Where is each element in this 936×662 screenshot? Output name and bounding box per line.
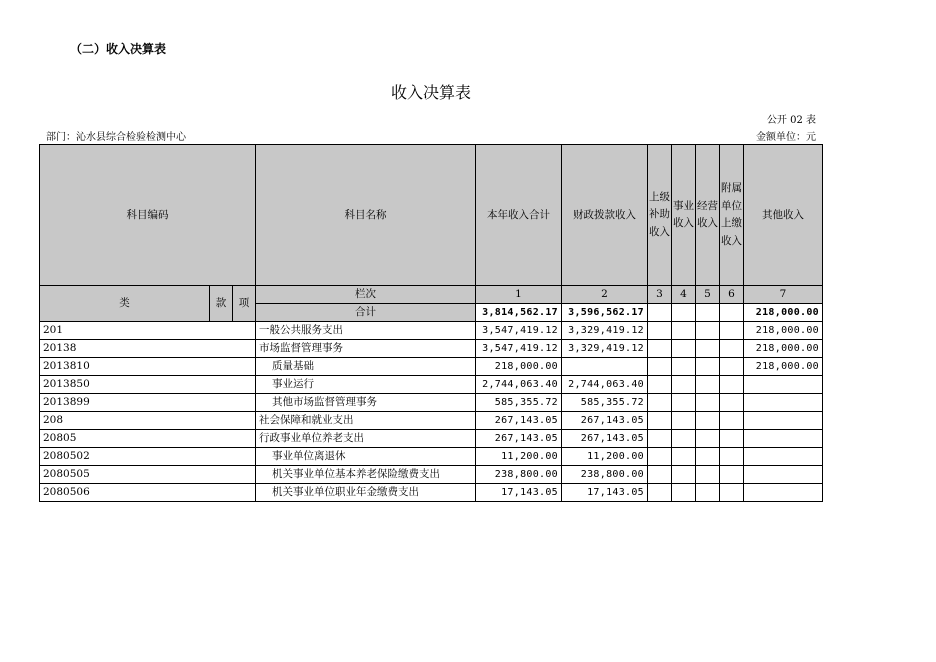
- row-other: 218,000.00: [744, 340, 823, 358]
- row-code: 2013850: [40, 376, 256, 394]
- row-business: [672, 430, 696, 448]
- row-operating: [696, 466, 720, 484]
- table-row: [40, 448, 823, 466]
- row-operating: [696, 448, 720, 466]
- row-operating: [696, 394, 720, 412]
- row-code: 2080502: [40, 448, 256, 466]
- row-affiliated: [720, 376, 744, 394]
- row-superior: [648, 466, 672, 484]
- row-operating: [696, 484, 720, 502]
- row-fiscal: 238,800.00: [562, 466, 648, 484]
- row-business: [672, 340, 696, 358]
- row-total: 17,143.05: [476, 484, 562, 502]
- row-other: [744, 376, 823, 394]
- row-code: 208: [40, 412, 256, 430]
- row-superior: [648, 394, 672, 412]
- row-fiscal: 17,143.05: [562, 484, 648, 502]
- table-row: [40, 412, 823, 430]
- sum-operating: [696, 304, 720, 322]
- row-business: [672, 358, 696, 376]
- sum-other: 218,000.00: [744, 304, 823, 322]
- row-other: 218,000.00: [744, 322, 823, 340]
- row-fiscal: 267,143.05: [562, 412, 648, 430]
- row-superior: [648, 358, 672, 376]
- table-row: [40, 358, 823, 376]
- amount-unit-label: 金额单位：元: [756, 132, 816, 143]
- row-business: [672, 376, 696, 394]
- row-affiliated: [720, 484, 744, 502]
- row-superior: [648, 376, 672, 394]
- row-name: 其他市场监督管理事务: [256, 394, 476, 412]
- department-label: 部门：沁水县综合检验检测中心: [46, 132, 186, 143]
- sum-fiscal: 3,596,562.17: [562, 304, 648, 322]
- row-affiliated: [720, 412, 744, 430]
- row-superior: [648, 448, 672, 466]
- document-title: 收入决算表: [390, 83, 471, 102]
- row-code: 2013899: [40, 394, 256, 412]
- row-affiliated: [720, 322, 744, 340]
- sum-superior: [648, 304, 672, 322]
- row-affiliated: [720, 340, 744, 358]
- row-business: [672, 322, 696, 340]
- header-operating: 经营收入: [696, 145, 720, 286]
- row-superior: [648, 340, 672, 358]
- col-num-6: 6: [720, 286, 744, 304]
- row-total: 11,200.00: [476, 448, 562, 466]
- sum-label: 合计: [256, 304, 476, 322]
- col-num-1: 1: [476, 286, 562, 304]
- row-business: [672, 412, 696, 430]
- row-business: [672, 484, 696, 502]
- sum-business: [672, 304, 696, 322]
- row-fiscal: 267,143.05: [562, 430, 648, 448]
- col-num-3: 3: [648, 286, 672, 304]
- row-name: 行政事业单位养老支出: [256, 430, 476, 448]
- row-total: 2,744,063.40: [476, 376, 562, 394]
- row-other: [744, 466, 823, 484]
- table-row: [40, 430, 823, 448]
- row-name: 事业单位离退休: [256, 448, 476, 466]
- row-code: 20805: [40, 430, 256, 448]
- row-affiliated: [720, 394, 744, 412]
- row-total: 585,355.72: [476, 394, 562, 412]
- row-name: 市场监督管理事务: [256, 340, 476, 358]
- header-other: 其他收入: [744, 145, 823, 286]
- table-row: [40, 466, 823, 484]
- row-code: 20138: [40, 340, 256, 358]
- row-other: [744, 394, 823, 412]
- row-total: 3,547,419.12: [476, 322, 562, 340]
- header-affiliated: 附属单位上缴收入: [720, 145, 744, 286]
- sum-affiliated: [720, 304, 744, 322]
- row-business: [672, 448, 696, 466]
- col-num-4: 4: [672, 286, 696, 304]
- header-fiscal: 财政拨款收入: [562, 145, 648, 286]
- row-other: [744, 484, 823, 502]
- header-code: 科目编码: [40, 145, 256, 286]
- row-business: [672, 394, 696, 412]
- row-code: 2080505: [40, 466, 256, 484]
- row-superior: [648, 430, 672, 448]
- row-total: 218,000.00: [476, 358, 562, 376]
- row-operating: [696, 376, 720, 394]
- row-affiliated: [720, 466, 744, 484]
- row-operating: [696, 412, 720, 430]
- table-row: [40, 376, 823, 394]
- header-total: 本年收入合计: [476, 145, 562, 286]
- row-superior: [648, 322, 672, 340]
- row-name: 一般公共服务支出: [256, 322, 476, 340]
- row-fiscal: 585,355.72: [562, 394, 648, 412]
- row-name: 事业运行: [256, 376, 476, 394]
- header-lei: 类: [40, 286, 210, 322]
- header-name: 科目名称: [256, 145, 476, 286]
- section-title: （二）收入决算表: [70, 42, 167, 56]
- col-num-7: 7: [744, 286, 823, 304]
- table-row: [40, 322, 823, 340]
- row-total: 238,800.00: [476, 466, 562, 484]
- row-operating: [696, 358, 720, 376]
- row-operating: [696, 322, 720, 340]
- row-affiliated: [720, 358, 744, 376]
- table-row: [40, 394, 823, 412]
- row-fiscal: 3,329,419.12: [562, 322, 648, 340]
- row-code: 201: [40, 322, 256, 340]
- table-row: [40, 340, 823, 358]
- header-kuan: 款: [210, 286, 233, 322]
- row-fiscal: [562, 358, 648, 376]
- row-affiliated: [720, 430, 744, 448]
- row-total: 3,547,419.12: [476, 340, 562, 358]
- header-business: 事业收入: [672, 145, 696, 286]
- row-other: [744, 448, 823, 466]
- row-code: 2080506: [40, 484, 256, 502]
- row-fiscal: 3,329,419.12: [562, 340, 648, 358]
- table-row: [40, 484, 823, 502]
- row-superior: [648, 412, 672, 430]
- row-fiscal: 2,744,063.40: [562, 376, 648, 394]
- row-other: [744, 430, 823, 448]
- form-number: 公开 02 表: [766, 115, 816, 126]
- header-column-label: 栏次: [256, 286, 476, 304]
- row-operating: [696, 430, 720, 448]
- row-total: 267,143.05: [476, 412, 562, 430]
- col-num-5: 5: [696, 286, 720, 304]
- header-superior: 上级补助收入: [648, 145, 672, 286]
- sum-total: 3,814,562.17: [476, 304, 562, 322]
- row-code: 2013810: [40, 358, 256, 376]
- row-total: 267,143.05: [476, 430, 562, 448]
- row-name: 质量基础: [256, 358, 476, 376]
- row-name: 机关事业单位基本养老保险缴费支出: [256, 466, 476, 484]
- row-affiliated: [720, 448, 744, 466]
- row-name: 社会保障和就业支出: [256, 412, 476, 430]
- row-fiscal: 11,200.00: [562, 448, 648, 466]
- row-name: 机关事业单位职业年金缴费支出: [256, 484, 476, 502]
- row-other: 218,000.00: [744, 358, 823, 376]
- col-num-2: 2: [562, 286, 648, 304]
- row-operating: [696, 340, 720, 358]
- income-table: [39, 144, 823, 502]
- row-superior: [648, 484, 672, 502]
- header-xiang: 项: [233, 286, 256, 322]
- row-business: [672, 466, 696, 484]
- row-other: [744, 412, 823, 430]
